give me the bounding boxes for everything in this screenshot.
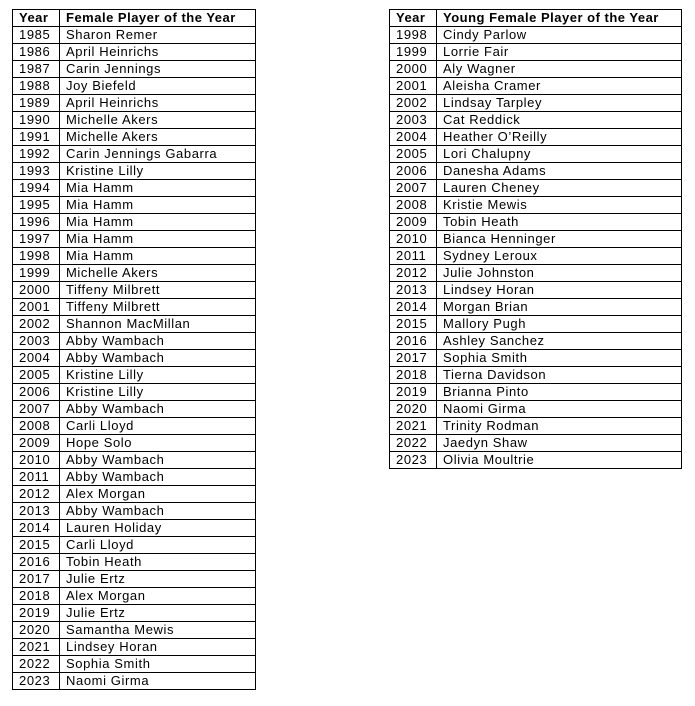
year-cell: 2017: [390, 350, 437, 367]
year-cell: 2011: [13, 469, 60, 486]
player-name-cell: Michelle Akers: [60, 112, 256, 129]
player-name-cell: Michelle Akers: [60, 265, 256, 282]
year-cell: 2011: [390, 248, 437, 265]
table-row: [13, 61, 256, 78]
player-name-cell: Alex Morgan: [60, 588, 256, 605]
player-name-cell: Sophia Smith: [60, 656, 256, 673]
year-cell: 1986: [13, 44, 60, 61]
year-cell: 2016: [13, 554, 60, 571]
table-row: [390, 248, 682, 265]
table-row: [390, 384, 682, 401]
table-row: [390, 214, 682, 231]
player-name-cell: Mia Hamm: [60, 180, 256, 197]
year-cell: 2009: [13, 435, 60, 452]
table-row: [390, 44, 682, 61]
table-row: [390, 350, 682, 367]
player-name-cell: Carin Jennings: [60, 61, 256, 78]
table-header-row: [390, 10, 682, 27]
player-name-cell: Ashley Sanchez: [437, 333, 682, 350]
table-row: [13, 316, 256, 333]
player-column-header: Female Player of the Year: [60, 10, 256, 27]
table-row: [390, 78, 682, 95]
year-cell: 2008: [390, 197, 437, 214]
table-row: [390, 27, 682, 44]
player-name-cell: Mia Hamm: [60, 197, 256, 214]
table-row: [390, 95, 682, 112]
player-name-cell: Abby Wambach: [60, 350, 256, 367]
year-cell: 1988: [13, 78, 60, 95]
year-cell: 2014: [390, 299, 437, 316]
player-name-cell: Tierna Davidson: [437, 367, 682, 384]
player-name-cell: Jaedyn Shaw: [437, 435, 682, 452]
table-row: [390, 452, 682, 469]
player-name-cell: Bianca Henninger: [437, 231, 682, 248]
year-cell: 2002: [13, 316, 60, 333]
table-header-row: [13, 10, 256, 27]
table-row: [13, 452, 256, 469]
female-table-body: [13, 27, 256, 690]
year-cell: 2016: [390, 333, 437, 350]
player-name-cell: Lindsey Horan: [60, 639, 256, 656]
year-cell: 2018: [390, 367, 437, 384]
year-cell: 2023: [390, 452, 437, 469]
table-row: [13, 401, 256, 418]
year-cell: 1999: [13, 265, 60, 282]
year-cell: 1987: [13, 61, 60, 78]
year-cell: 2007: [13, 401, 60, 418]
year-cell: 2006: [390, 163, 437, 180]
year-cell: 2020: [13, 622, 60, 639]
table-row: [390, 333, 682, 350]
table-row: [13, 282, 256, 299]
table-row: [390, 282, 682, 299]
player-name-cell: Naomi Girma: [60, 673, 256, 690]
player-name-cell: Mallory Pugh: [437, 316, 682, 333]
year-cell: 2021: [390, 418, 437, 435]
player-name-cell: Tiffeny Milbrett: [60, 299, 256, 316]
year-cell: 1995: [13, 197, 60, 214]
year-cell: 2001: [390, 78, 437, 95]
player-name-cell: Abby Wambach: [60, 469, 256, 486]
player-name-cell: Lori Chalupny: [437, 146, 682, 163]
player-name-cell: Cat Reddick: [437, 112, 682, 129]
table-row: [13, 265, 256, 282]
year-cell: 2022: [390, 435, 437, 452]
player-name-cell: Naomi Girma: [437, 401, 682, 418]
player-name-cell: Sophia Smith: [437, 350, 682, 367]
player-name-cell: April Heinrichs: [60, 95, 256, 112]
player-name-cell: Lauren Cheney: [437, 180, 682, 197]
table-row: [13, 503, 256, 520]
year-cell: 2002: [390, 95, 437, 112]
year-cell: 2013: [390, 282, 437, 299]
table-row: [13, 214, 256, 231]
player-name-cell: Tobin Heath: [437, 214, 682, 231]
table-row: [390, 435, 682, 452]
player-name-cell: Shannon MacMillan: [60, 316, 256, 333]
player-name-cell: Olivia Moultrie: [437, 452, 682, 469]
year-cell: 2023: [13, 673, 60, 690]
player-name-cell: Alex Morgan: [60, 486, 256, 503]
player-name-cell: Mia Hamm: [60, 214, 256, 231]
table-row: [13, 44, 256, 61]
table-row: [13, 367, 256, 384]
year-cell: 2006: [13, 384, 60, 401]
player-name-cell: Lauren Holiday: [60, 520, 256, 537]
table-row: [13, 146, 256, 163]
player-name-cell: Samantha Mewis: [60, 622, 256, 639]
player-name-cell: Julie Johnston: [437, 265, 682, 282]
player-name-cell: Kristine Lilly: [60, 367, 256, 384]
player-name-cell: Morgan Brian: [437, 299, 682, 316]
young-female-player-of-the-year-table: [389, 9, 682, 469]
table-row: [13, 180, 256, 197]
year-cell: 2004: [390, 129, 437, 146]
table-row: [390, 231, 682, 248]
table-row: [390, 316, 682, 333]
table-row: [390, 180, 682, 197]
year-cell: 2015: [390, 316, 437, 333]
table-row: [13, 333, 256, 350]
player-name-cell: Mia Hamm: [60, 231, 256, 248]
player-name-cell: April Heinrichs: [60, 44, 256, 61]
table-row: [13, 588, 256, 605]
year-cell: 2013: [13, 503, 60, 520]
year-cell: 2018: [13, 588, 60, 605]
year-cell: 1985: [13, 27, 60, 44]
year-cell: 2003: [13, 333, 60, 350]
table-row: [390, 129, 682, 146]
year-cell: 2021: [13, 639, 60, 656]
year-cell: 2009: [390, 214, 437, 231]
table-row: [13, 231, 256, 248]
table-row: [390, 265, 682, 282]
table-row: [13, 673, 256, 690]
player-name-cell: Tobin Heath: [60, 554, 256, 571]
year-cell: 2000: [390, 61, 437, 78]
year-cell: 2012: [13, 486, 60, 503]
player-name-cell: Carli Lloyd: [60, 537, 256, 554]
year-cell: 2005: [390, 146, 437, 163]
player-name-cell: Joy Biefeld: [60, 78, 256, 95]
table-row: [13, 129, 256, 146]
year-cell: 1996: [13, 214, 60, 231]
table-row: [13, 78, 256, 95]
year-cell: 2001: [13, 299, 60, 316]
female-player-of-the-year-table: [12, 9, 256, 690]
table-row: [13, 27, 256, 44]
table-row: [390, 112, 682, 129]
player-name-cell: Julie Ertz: [60, 605, 256, 622]
table-row: [13, 418, 256, 435]
year-cell: 2003: [390, 112, 437, 129]
table-row: [13, 248, 256, 265]
player-name-cell: Abby Wambach: [60, 503, 256, 520]
table-row: [13, 299, 256, 316]
year-cell: 2010: [13, 452, 60, 469]
table-row: [13, 95, 256, 112]
year-cell: 1998: [390, 27, 437, 44]
player-name-cell: Aly Wagner: [437, 61, 682, 78]
player-name-cell: Sharon Remer: [60, 27, 256, 44]
year-cell: 2019: [13, 605, 60, 622]
table-row: [13, 163, 256, 180]
table-row: [13, 520, 256, 537]
table-row: [13, 350, 256, 367]
table-row: [390, 299, 682, 316]
year-column-header: Year: [13, 10, 60, 27]
table-row: [390, 163, 682, 180]
player-name-cell: Sydney Leroux: [437, 248, 682, 265]
young-table-body: [390, 27, 682, 469]
player-name-cell: Kristie Mewis: [437, 197, 682, 214]
player-name-cell: Kristine Lilly: [60, 163, 256, 180]
year-column-header: Year: [390, 10, 437, 27]
player-name-cell: Tiffeny Milbrett: [60, 282, 256, 299]
year-cell: 1992: [13, 146, 60, 163]
year-cell: 1991: [13, 129, 60, 146]
table-row: [13, 486, 256, 503]
year-cell: 1994: [13, 180, 60, 197]
player-name-cell: Hope Solo: [60, 435, 256, 452]
table-row: [13, 537, 256, 554]
player-name-cell: Aleisha Cramer: [437, 78, 682, 95]
year-cell: 2019: [390, 384, 437, 401]
player-name-cell: Danesha Adams: [437, 163, 682, 180]
year-cell: 2004: [13, 350, 60, 367]
year-cell: 1989: [13, 95, 60, 112]
player-name-cell: Carin Jennings Gabarra: [60, 146, 256, 163]
table-row: [390, 418, 682, 435]
year-cell: 2020: [390, 401, 437, 418]
table-row: [13, 622, 256, 639]
player-name-cell: Michelle Akers: [60, 129, 256, 146]
year-cell: 1990: [13, 112, 60, 129]
player-column-header: Young Female Player of the Year: [437, 10, 682, 27]
player-name-cell: Julie Ertz: [60, 571, 256, 588]
year-cell: 2017: [13, 571, 60, 588]
year-cell: 2000: [13, 282, 60, 299]
table-row: [13, 605, 256, 622]
table-row: [13, 435, 256, 452]
table-row: [390, 61, 682, 78]
year-cell: 2014: [13, 520, 60, 537]
table-row: [13, 197, 256, 214]
table-row: [13, 639, 256, 656]
table-row: [13, 384, 256, 401]
player-name-cell: Trinity Rodman: [437, 418, 682, 435]
player-name-cell: Lindsey Horan: [437, 282, 682, 299]
player-name-cell: Abby Wambach: [60, 401, 256, 418]
year-cell: 1999: [390, 44, 437, 61]
table-row: [390, 401, 682, 418]
year-cell: 2015: [13, 537, 60, 554]
table-row: [13, 656, 256, 673]
player-name-cell: Lindsay Tarpley: [437, 95, 682, 112]
table-row: [13, 469, 256, 486]
year-cell: 2007: [390, 180, 437, 197]
table-row: [13, 571, 256, 588]
year-cell: 1993: [13, 163, 60, 180]
table-row: [390, 367, 682, 384]
year-cell: 2012: [390, 265, 437, 282]
player-name-cell: Heather O’Reilly: [437, 129, 682, 146]
table-row: [13, 554, 256, 571]
year-cell: 1997: [13, 231, 60, 248]
player-name-cell: Brianna Pinto: [437, 384, 682, 401]
player-name-cell: Lorrie Fair: [437, 44, 682, 61]
player-name-cell: Mia Hamm: [60, 248, 256, 265]
player-name-cell: Cindy Parlow: [437, 27, 682, 44]
table-row: [13, 112, 256, 129]
player-name-cell: Abby Wambach: [60, 333, 256, 350]
year-cell: 2010: [390, 231, 437, 248]
year-cell: 2008: [13, 418, 60, 435]
year-cell: 2005: [13, 367, 60, 384]
table-row: [390, 146, 682, 163]
player-name-cell: Abby Wambach: [60, 452, 256, 469]
player-name-cell: Kristine Lilly: [60, 384, 256, 401]
player-name-cell: Carli Lloyd: [60, 418, 256, 435]
year-cell: 2022: [13, 656, 60, 673]
table-row: [390, 197, 682, 214]
year-cell: 1998: [13, 248, 60, 265]
